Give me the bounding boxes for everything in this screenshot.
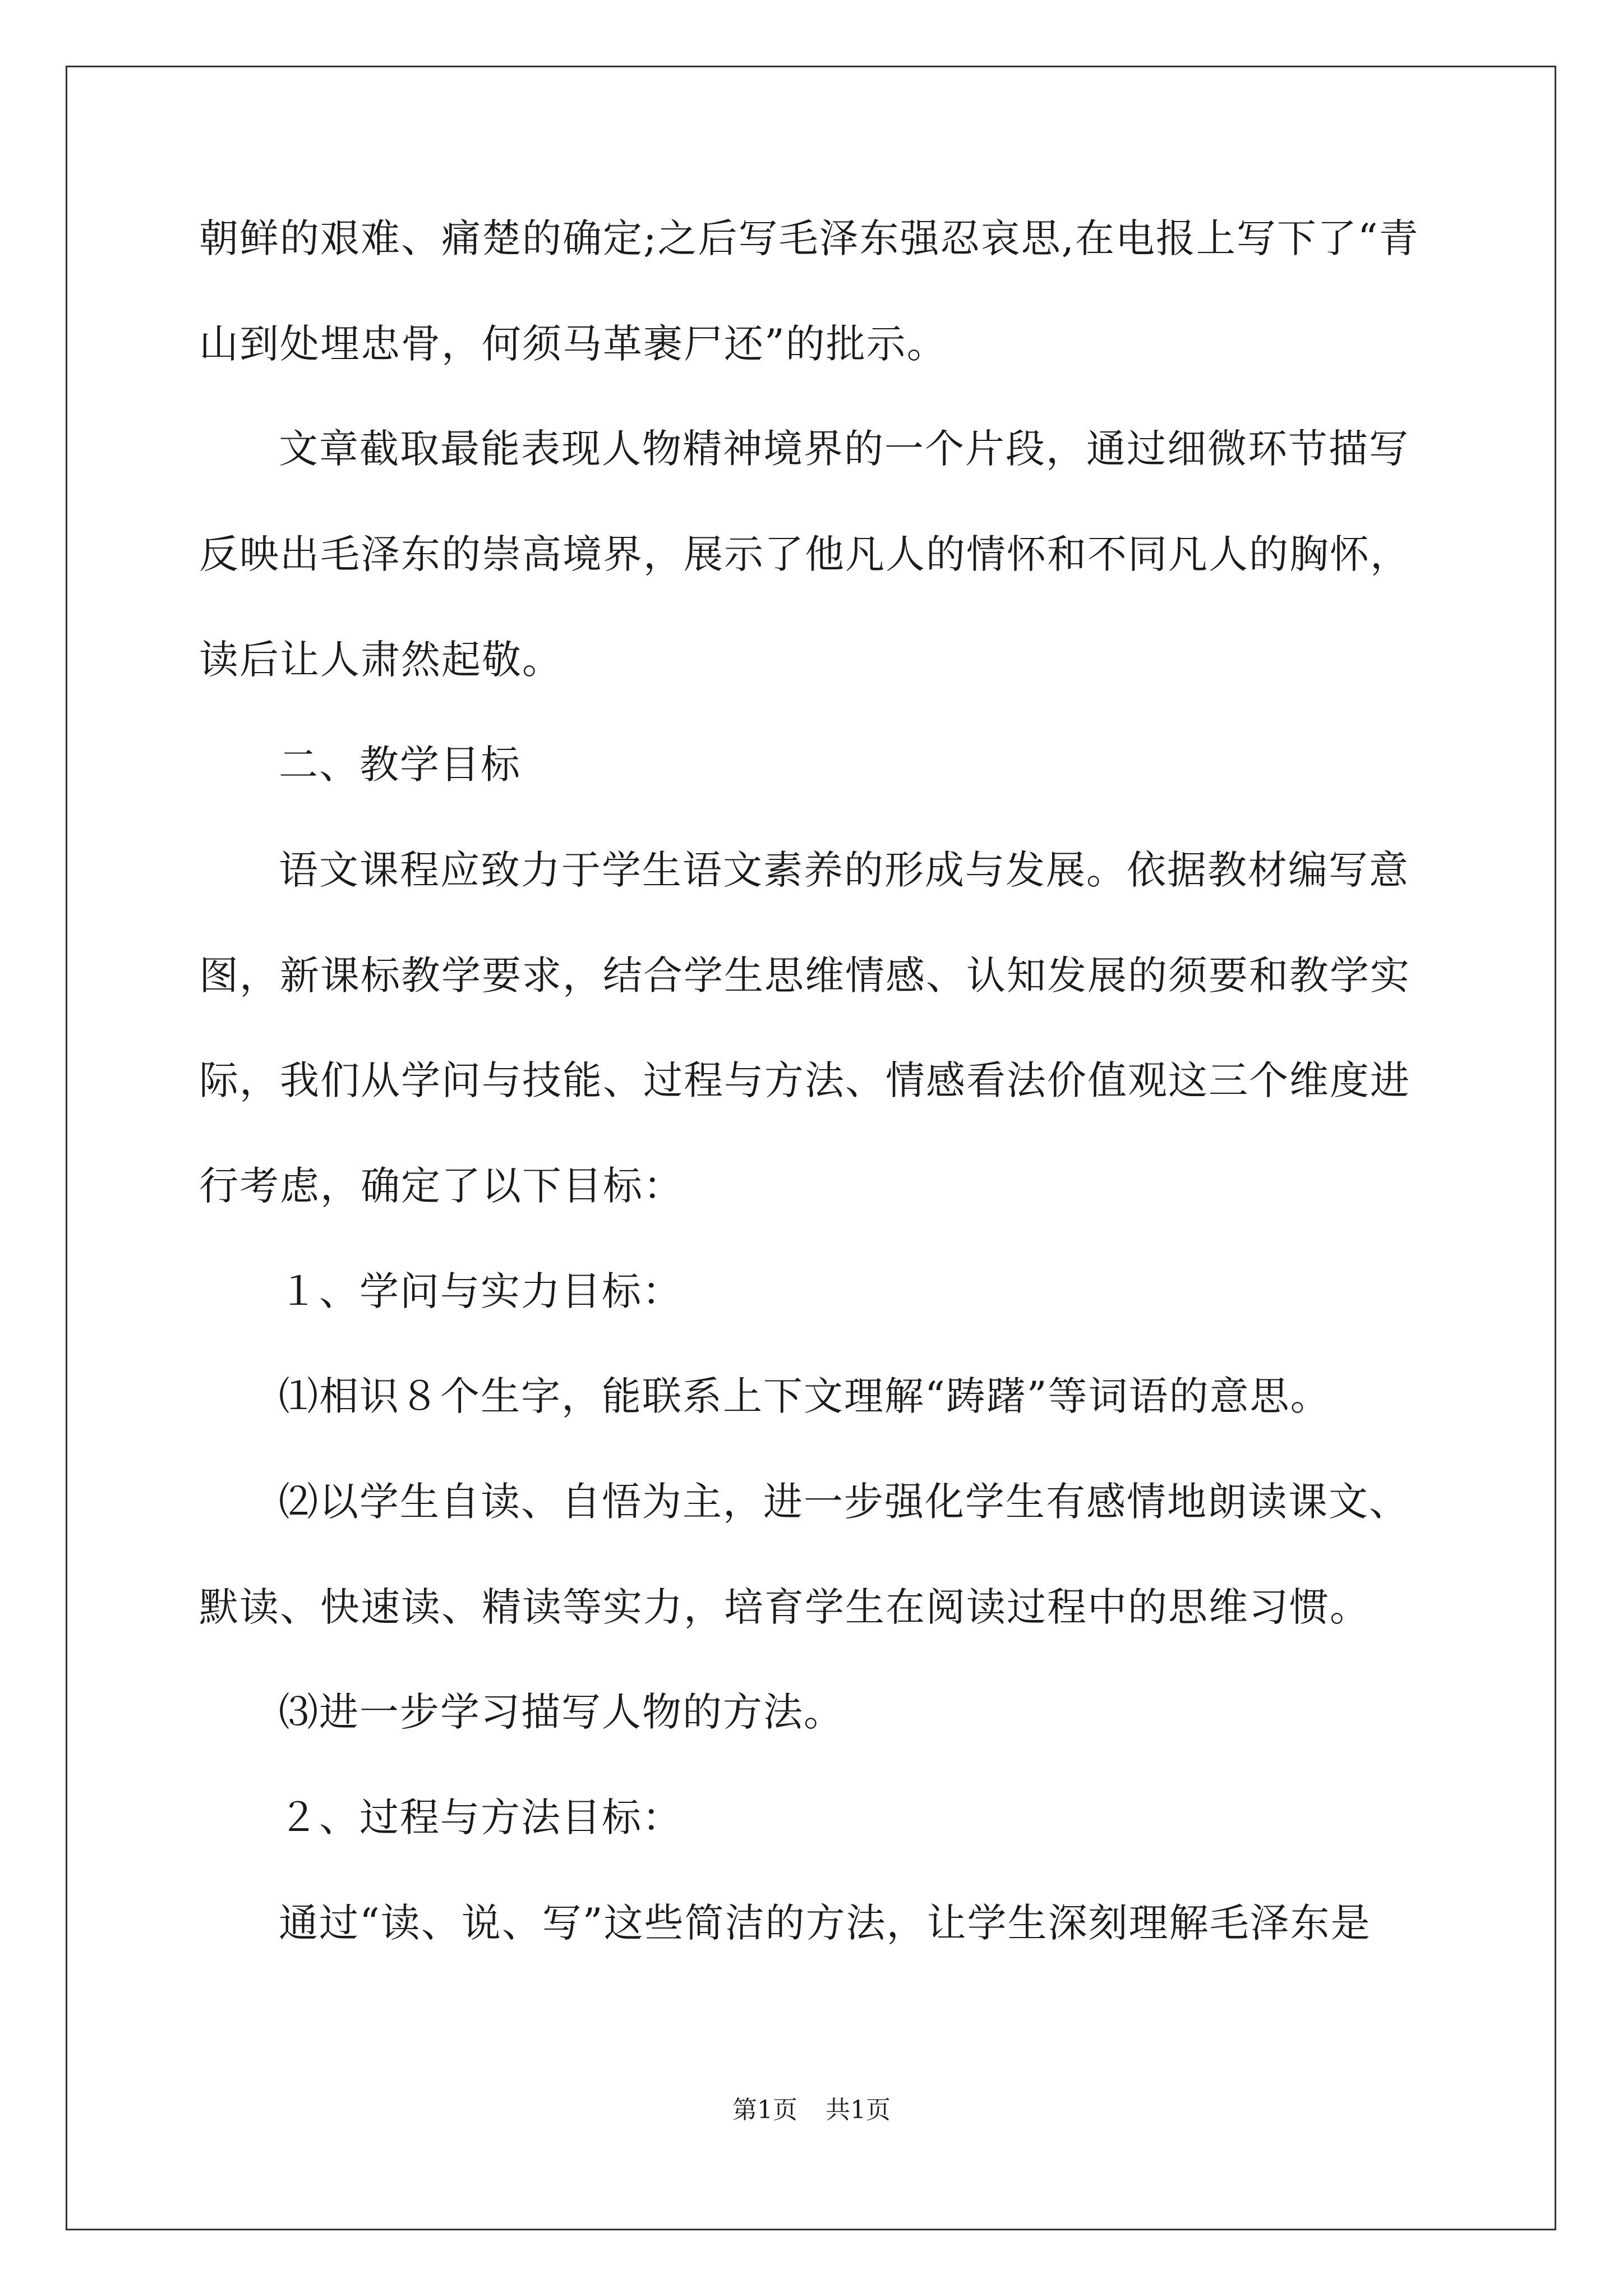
paragraph-4-line-1: 语文课程应致力于学生语文素养的形成与发展。依据教材编写意: [279, 847, 1409, 893]
paragraph-1-line-1: 朝鲜的艰难、痛楚的确定;之后写毛泽东强忍哀思,在电报上写下了“青: [199, 215, 1419, 261]
paragraph-4-line-4: 行考虑，确定了以下目标：: [199, 1163, 684, 1209]
paragraph-2-line-2: 反映出毛泽东的崇高境界，展示了他凡人的情怀和不同凡人的胸怀，: [199, 531, 1410, 577]
paragraph-2-line-1: 文章截取最能表现人物精神境界的一个片段，通过细微环节描写: [279, 426, 1409, 472]
goal-item-1: ⑴相识８个生字，能联系上下文理解“踌躇”等词语的意思。: [279, 1373, 1331, 1419]
subheading-process-goals: ２、过程与方法目标：: [279, 1795, 683, 1841]
paragraph-4-line-2: 图，新课标教学要求，结合学生思维情感、认知发展的须要和教学实: [199, 953, 1410, 999]
goal-item-3: ⑶进一步学习描写人物的方法。: [279, 1689, 844, 1735]
section-heading: 二、教学目标: [279, 742, 521, 788]
paragraph-last-line-1: 通过“读、说、写”这些简洁的方法，让学生深刻理解毛泽东是: [279, 1900, 1371, 1946]
page-footer: [0, 2093, 1623, 2127]
page-number-current: 第1页: [732, 2096, 797, 2124]
paragraph-2-line-3: 读后让人肃然起敬。: [199, 637, 562, 683]
goal-item-2-line-2: 默读、快速读、精读等实力，培育学生在阅读过程中的思维习惯。: [199, 1584, 1370, 1630]
paragraph-1-line-2: 山到处埋忠骨，何须马革裹尸还”的批示。: [199, 321, 947, 367]
subheading-knowledge-goals: １、学问与实力目标：: [279, 1268, 683, 1314]
paragraph-4-line-3: 际，我们从学问与技能、过程与方法、情感看法价值观这三个维度进: [199, 1057, 1410, 1103]
goal-item-2-line-1: ⑵以学生自读、自悟为主，进一步强化学生有感情地朗读课文、: [279, 1479, 1409, 1525]
page-number-total: 共1页: [826, 2096, 891, 2124]
